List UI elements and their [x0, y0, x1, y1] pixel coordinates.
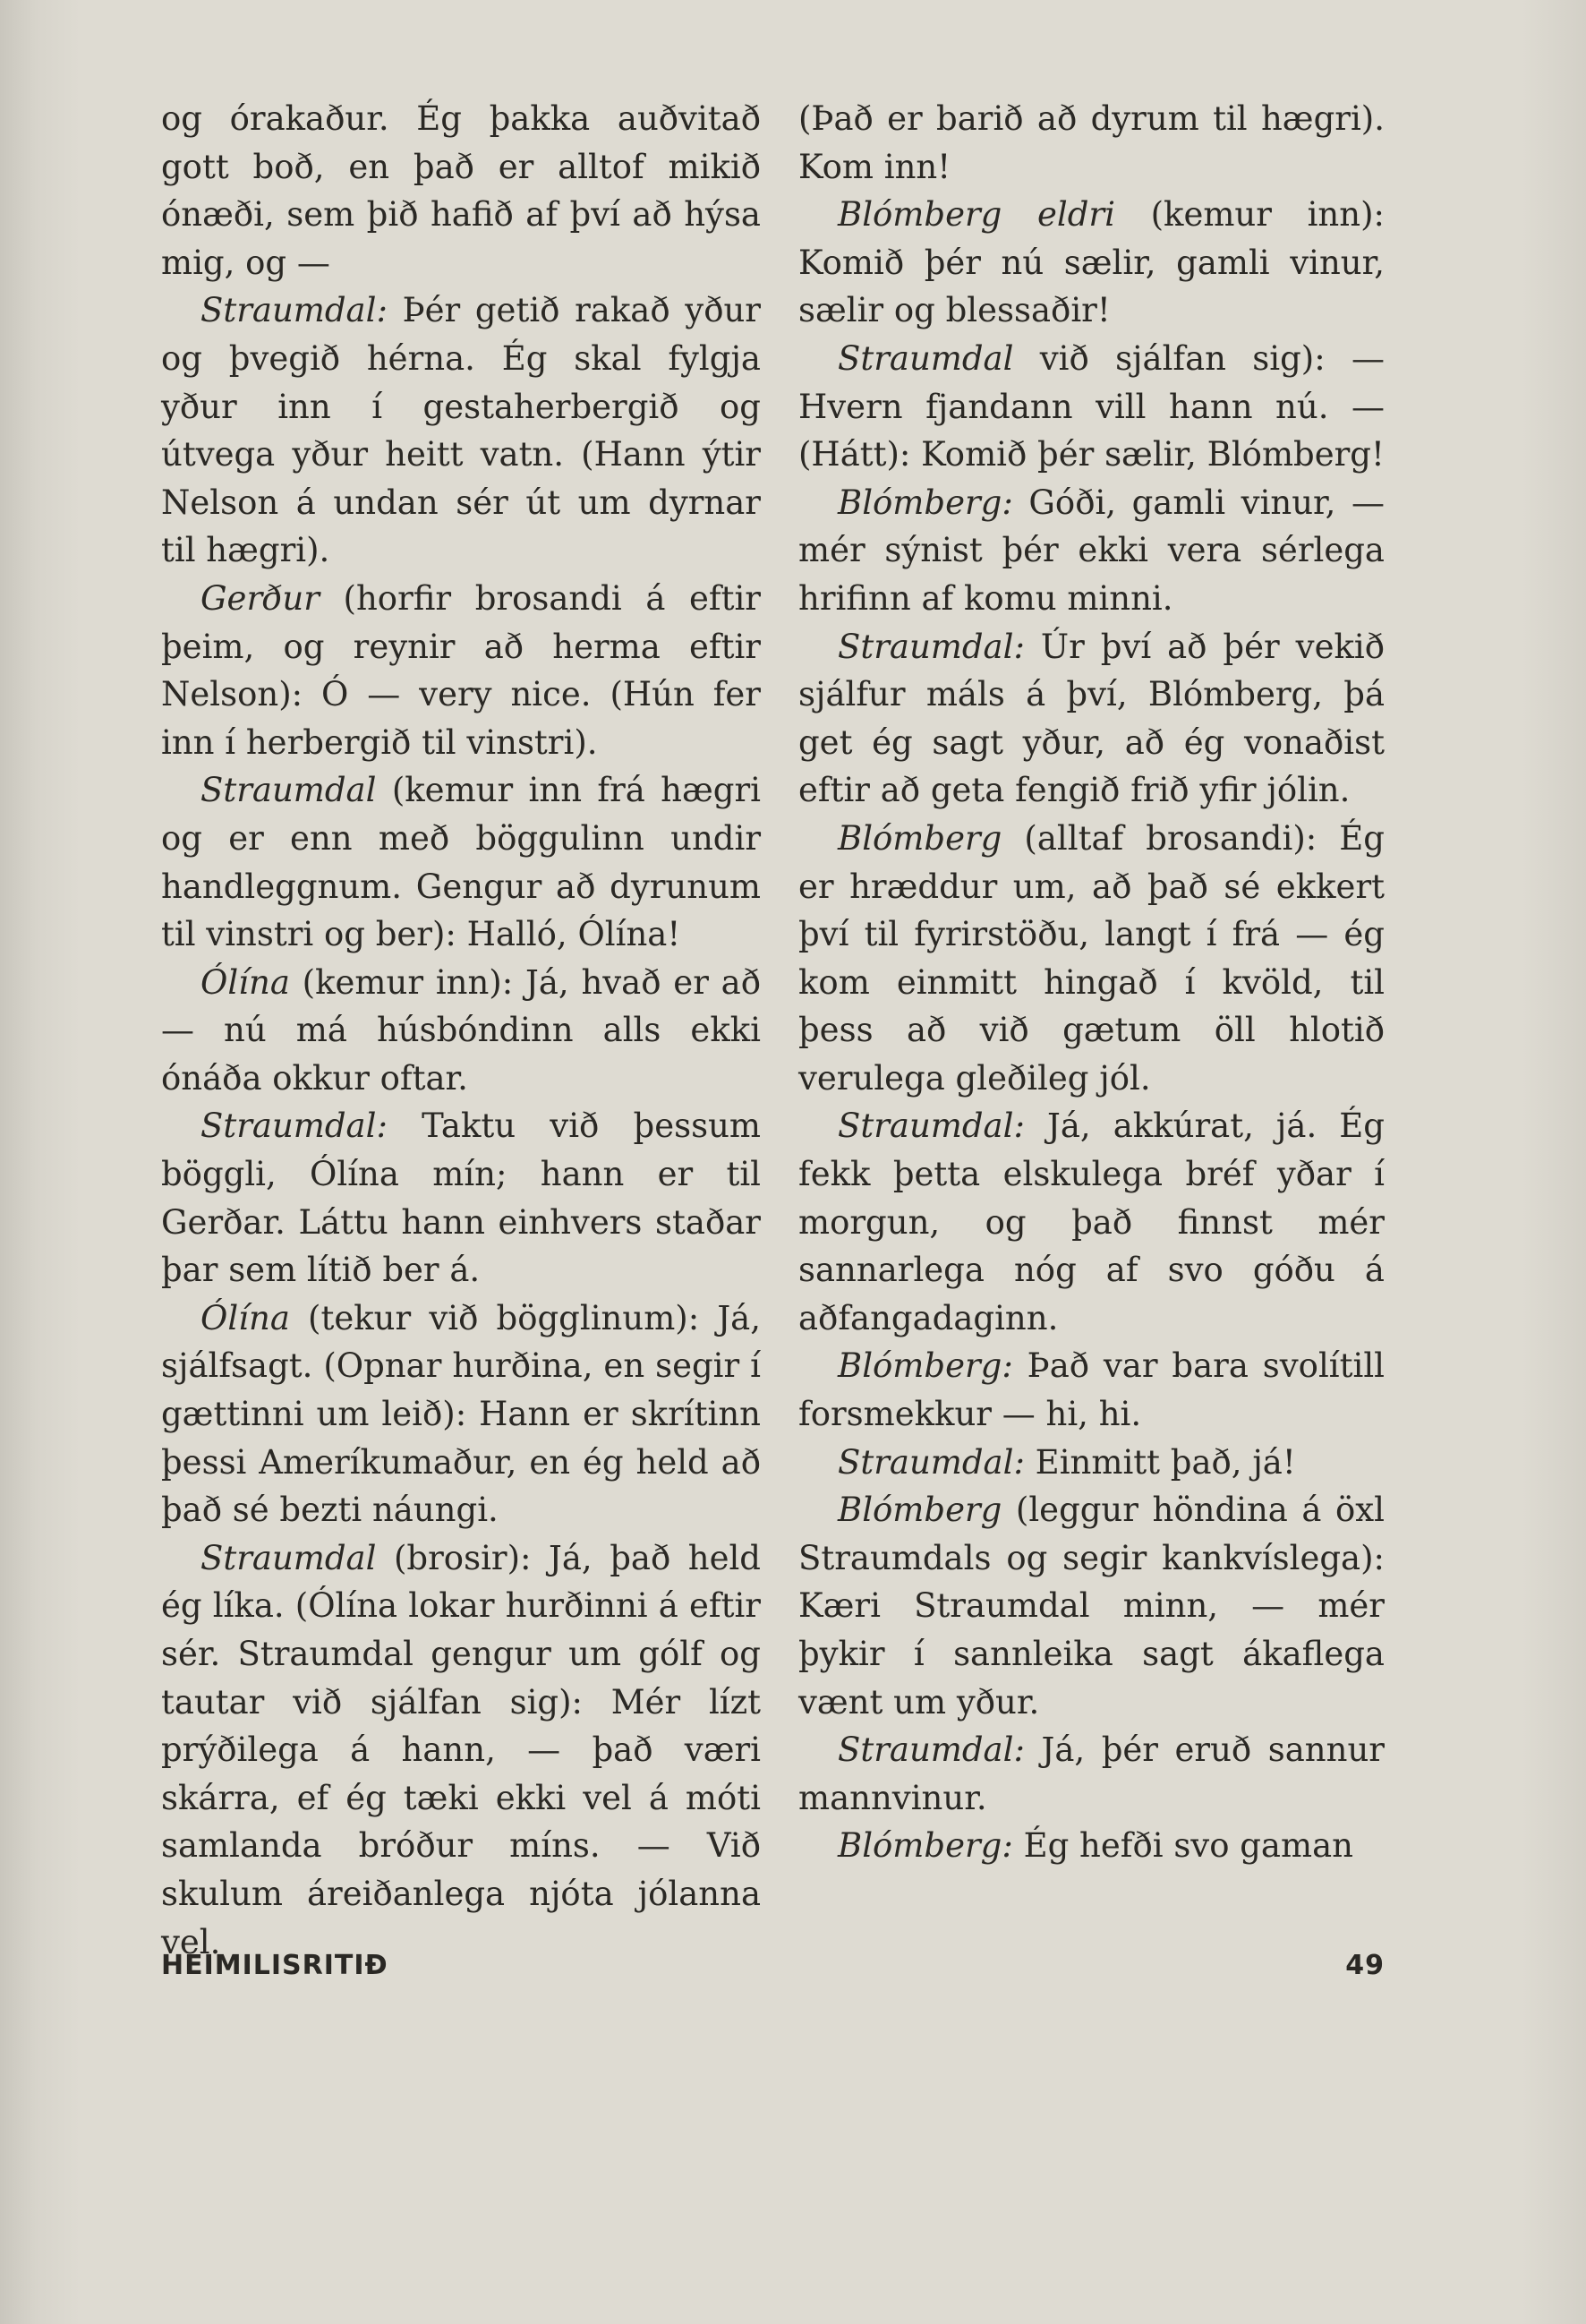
speaker-name: Ólína [200, 962, 290, 1002]
dialogue-paragraph [161, 286, 761, 575]
dialogue-paragraph [798, 1342, 1385, 1438]
speaker-name: Blómberg: [838, 483, 1013, 522]
left-column [161, 95, 761, 1966]
paragraph-text: Já, þér eruð sannur mannvinur. [798, 1730, 1385, 1817]
dialogue-paragraph [798, 191, 1385, 335]
paragraph-text: við sjálfan sig): — Hvern fjandann vill hann nú. — (Hátt): Komið þér sælir, Blómberg! [798, 338, 1385, 474]
speaker-name: Straumdal: [838, 1442, 1025, 1482]
paragraph-text: Það var bara svolítill forsmekkur — hi, hi. [798, 1346, 1385, 1434]
paragraph-text: Ég hefði svo gaman [1012, 1826, 1353, 1866]
paragraph-text: (leggur höndina á öxl Straumdals og segir kankvíslega): Kæri Straumdal minn, — mér þykir í sannleika sagt ákaflega vænt um yður. [798, 1491, 1385, 1722]
speaker-name: Straumdal: [200, 291, 388, 330]
paragraph-text: (horfir brosandi á eftir þeim, og reynir að herma eftir Nelson): Ó — very nice. (Hún fer inn í herbergið til vinstri). [161, 578, 761, 762]
right-column [798, 95, 1385, 1870]
paragraph-text: Þér getið rakað yður og þvegið hérna. Ég skal fylgja yður inn í gestaherbergið og útvega yður heitt vatn. (Hann ýtir Nelson á undan sér út um dyrnar til hægri). [161, 291, 761, 570]
dialogue-paragraph [798, 95, 1385, 191]
dialogue-paragraph [798, 1726, 1385, 1822]
paragraph-text: (brosir): Já, það held ég líka. (Ólína lokar hurðinni á eftir sér. Straumdal gengur um gólf og tautar við sjálfan sig): Mér lízt prýðilega á hann, — það væri skárra, ef ég tæki ekki vel á móti samlanda bróður míns. — Við skulum áreiðanlega njóta jólanna vel. [161, 1538, 761, 1961]
paragraph-text: (kemur inn): Komið þér nú sælir, gamli vinur, sælir og blessaðir! [798, 195, 1385, 330]
dialogue-paragraph [798, 1102, 1385, 1342]
speaker-name: Straumdal: [838, 1730, 1025, 1770]
paragraph-text: (kemur inn): Já, hvað er að — nú má húsbóndinn alls ekki ónáða okkur oftar. [161, 962, 761, 1098]
dialogue-paragraph [798, 815, 1385, 1103]
speaker-name: Blómberg [838, 818, 1002, 858]
dialogue-paragraph [798, 335, 1385, 479]
speaker-name: Straumdal: [838, 1106, 1025, 1146]
dialogue-paragraph [161, 959, 761, 1103]
paragraph-text: Einmitt það, já! [1024, 1442, 1296, 1482]
page-number: 49 [1345, 1950, 1385, 1981]
paragraph-text: Taktu við þessum böggli, Ólína mín; hann er til Gerðar. Láttu hann einhvers staðar þar sem lítið ber á. [161, 1106, 761, 1290]
speaker-name: Straumdal [200, 1538, 377, 1577]
dialogue-paragraph [798, 1439, 1385, 1487]
dialogue-paragraph [161, 1534, 761, 1966]
dialogue-paragraph [798, 1486, 1385, 1726]
speaker-name: Ólína [200, 1298, 290, 1337]
page-footer [161, 1950, 1385, 1981]
paragraph-text: Úr því að þér vekið sjálfur máls á því, Blómberg, þá get ég sagt yður, að ég vonaðist eftir að geta fengið frið yfir jólin. [798, 627, 1385, 810]
dialogue-paragraph [161, 575, 761, 766]
paragraph-text: og órakaður. Ég þakka auðvitað gott boð, en það er alltof mikið ónæði, sem þið hafið af því að hýsa mig, og — [161, 99, 761, 282]
paragraph-text: Já, akkúrat, já. Ég fekk þetta elskulega bréf yðar í morgun, og það finnst mér sannarlega nóg af svo góðu á aðfangadaginn. [798, 1106, 1385, 1337]
speaker-name: Blómberg: [838, 1826, 1013, 1866]
speaker-name: Straumdal: [838, 627, 1025, 666]
speaker-name: Straumdal: [200, 1106, 388, 1146]
publication-name: HEIMILISRITIÐ [161, 1950, 388, 1981]
paragraph-text: (tekur við bögglinum): Já, sjálfsagt. (Opnar hurðina, en segir í gættinni um leið): Hann er skrítinn þessi Ameríkumaður, en ég held að það sé bezti náungi. [161, 1298, 761, 1530]
paragraph-text: (Það er barið að dyrum til hægri). Kom inn! [798, 99, 1385, 186]
paragraph-text: (kemur inn frá hægri og er enn með böggulinn undir handleggnum. Gengur að dyrunum til vinstri og ber): Halló, Ólína! [161, 771, 761, 954]
speaker-name: Straumdal [838, 338, 1014, 378]
speaker-name: Straumdal [200, 771, 377, 810]
dialogue-paragraph [161, 1102, 761, 1294]
dialogue-paragraph [798, 1822, 1385, 1870]
dialogue-paragraph [798, 623, 1385, 815]
paragraph-text: Góði, gamli vinur, — mér sýnist þér ekki vera sérlega hrifinn af komu minni. [798, 483, 1385, 618]
speaker-name: Blómberg eldri [838, 195, 1115, 235]
dialogue-paragraph [161, 95, 761, 286]
speaker-name: Blómberg: [838, 1346, 1013, 1386]
dialogue-paragraph [161, 1294, 761, 1534]
paragraph-text: (alltaf brosandi): Ég er hræddur um, að það sé ekkert því til fyrirstöðu, langt í frá — ég kom einmitt hingað í kvöld, til þess að við gætum öll hlotið verulega gleðileg jól. [798, 818, 1385, 1098]
speaker-name: Gerður [200, 578, 320, 618]
dialogue-paragraph [161, 766, 761, 958]
dialogue-paragraph [798, 479, 1385, 623]
speaker-name: Blómberg [838, 1491, 1002, 1530]
